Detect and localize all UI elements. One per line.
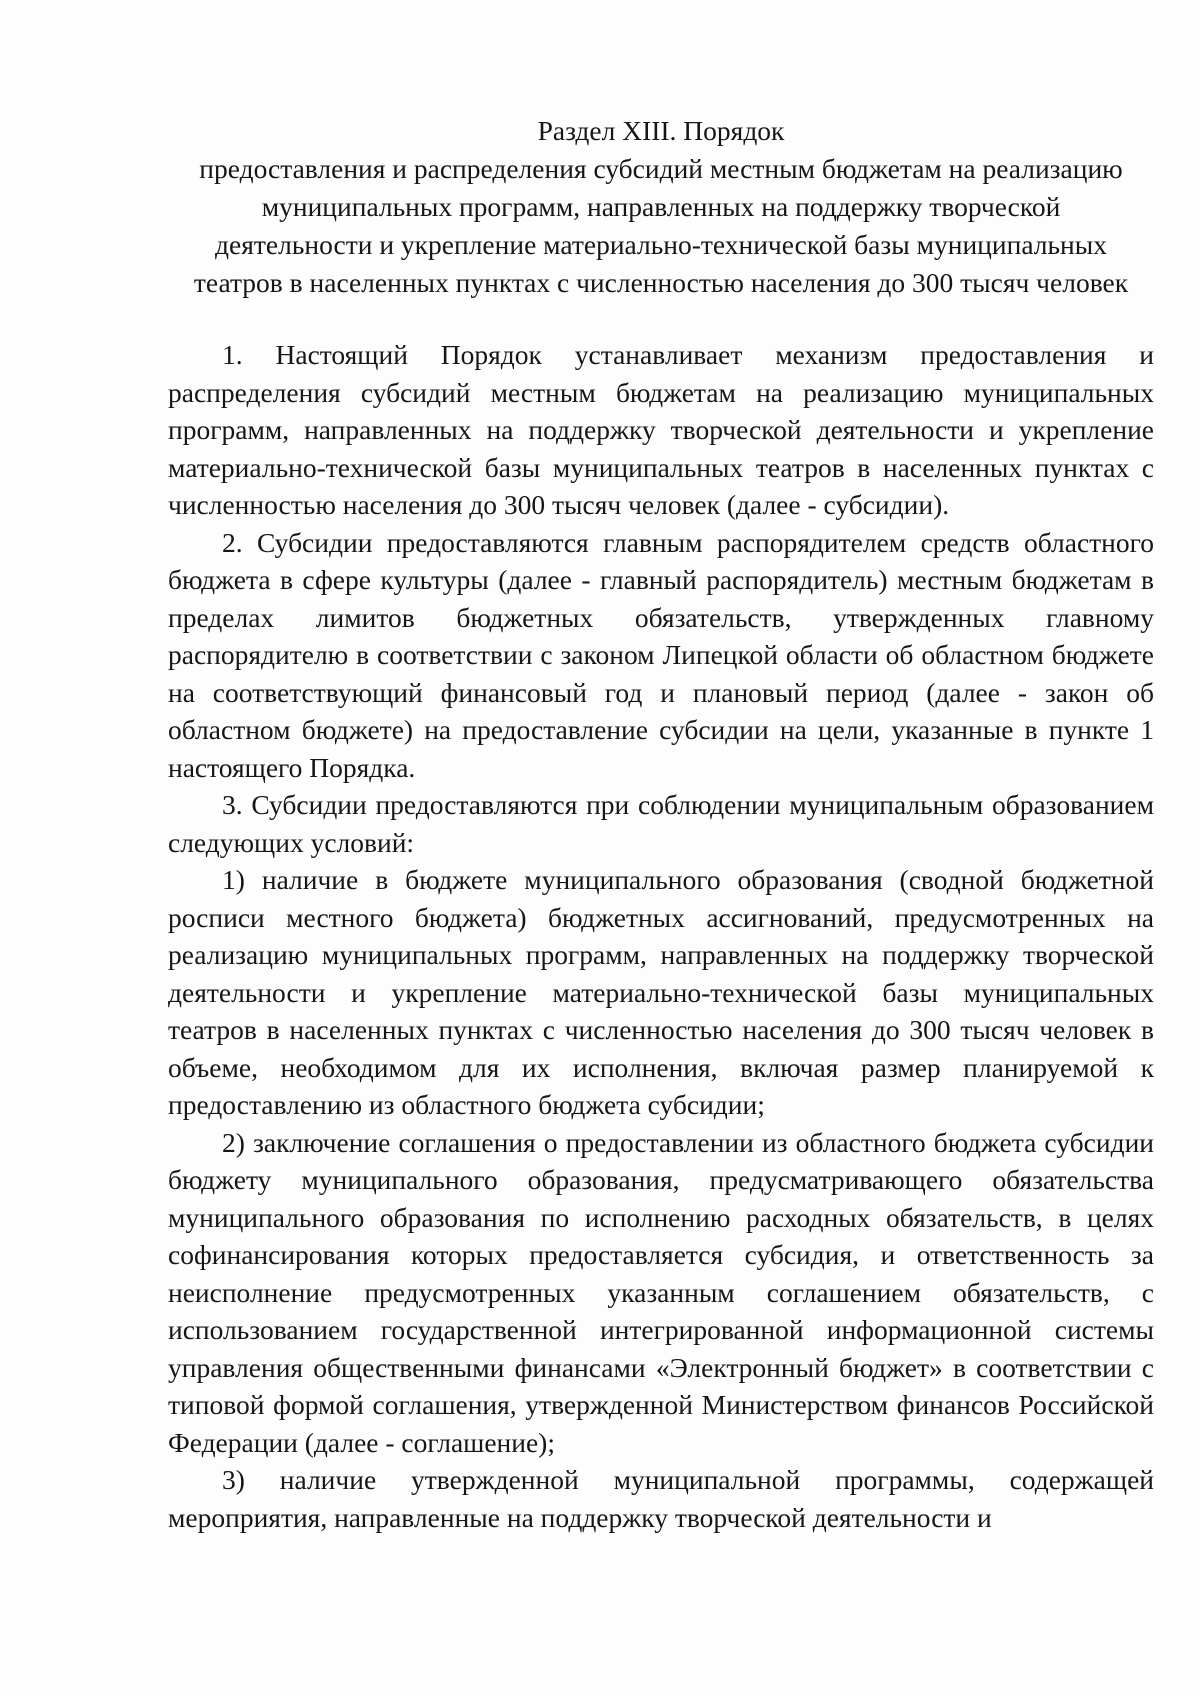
section-subtitle-line: муниципальных программ, направленных на поддержку творческой (261, 191, 1061, 222)
condition-2: 2) заключение соглашения о предоставлении из областного бюджета субсидии бюджету муниципального образования, предусматривающего обязательства муниципального образования по исполнению расходных обязательств, в целях софинансирования которых предоставляется субсидия, и ответственность за неисполнение предусмотренных указанным соглашением обязательств, с использованием государственной интегрированной информационной системы управления общественными финансами «Электронный бюджет» в соответствии с типовой формой соглашения, утвержденной Министерством финансов Российской Федерации (далее - соглашение); (168, 1126, 1154, 1458)
paragraph-1: 1. Настоящий Порядок устанавливает механизм предоставления и распределения субсидий местным бюджетам на реализацию муниципальных программ, направленных на поддержку творческой деятельности и укрепление материально-технической базы муниципальных театров в населенных пунктах с численностью населения до 300 тысяч человек (далее - субсидии). (168, 339, 1154, 520)
paragraph-3: 3. Субсидии предоставляются при соблюдении муниципальным образованием следующих условий: (168, 789, 1154, 858)
section-subtitle-line: предоставления и распределения субсидий местным бюджетам на реализацию (199, 153, 1123, 184)
condition-3: 3) наличие утвержденной муниципальной программы, содержащей мероприятия, направленные на поддержку творческой деятельности и (168, 1464, 1154, 1533)
section-title: Раздел XIII. Порядок (537, 115, 785, 146)
document-body (168, 336, 1154, 1536)
section-subtitle-line: театров в населенных пунктах с численностью населения до 300 тысяч человек (193, 267, 1129, 298)
condition-1: 1) наличие в бюджете муниципального образования (сводной бюджетной росписи местного бюджета) бюджетных ассигнований, предусмотренных на реализацию муниципальных программ, направленных на поддержку творческой деятельности и укрепление материально-технической базы муниципальных театров в населенных пунктах с численностью населения до 300 тысяч человек в объеме, необходимом для их исполнения, включая размер планируемой к предоставлению из областного бюджета субсидии; (168, 864, 1154, 1120)
section-heading (168, 112, 1154, 302)
paragraph-2: 2. Субсидии предоставляются главным распорядителем средств областного бюджета в сфере культуры (далее - главный распорядитель) местным бюджетам в пределах лимитов бюджетных обязательств, утвержденных главному распорядителю в соответствии с законом Липецкой области об областном бюджете на соответствующий финансовый год и плановый период (далее - закон об областном бюджете) на предоставление субсидии на цели, указанные в пункте 1 настоящего Порядка. (168, 526, 1154, 783)
section-subtitle-line: деятельности и укрепление материально-технической базы муниципальных (215, 229, 1107, 260)
